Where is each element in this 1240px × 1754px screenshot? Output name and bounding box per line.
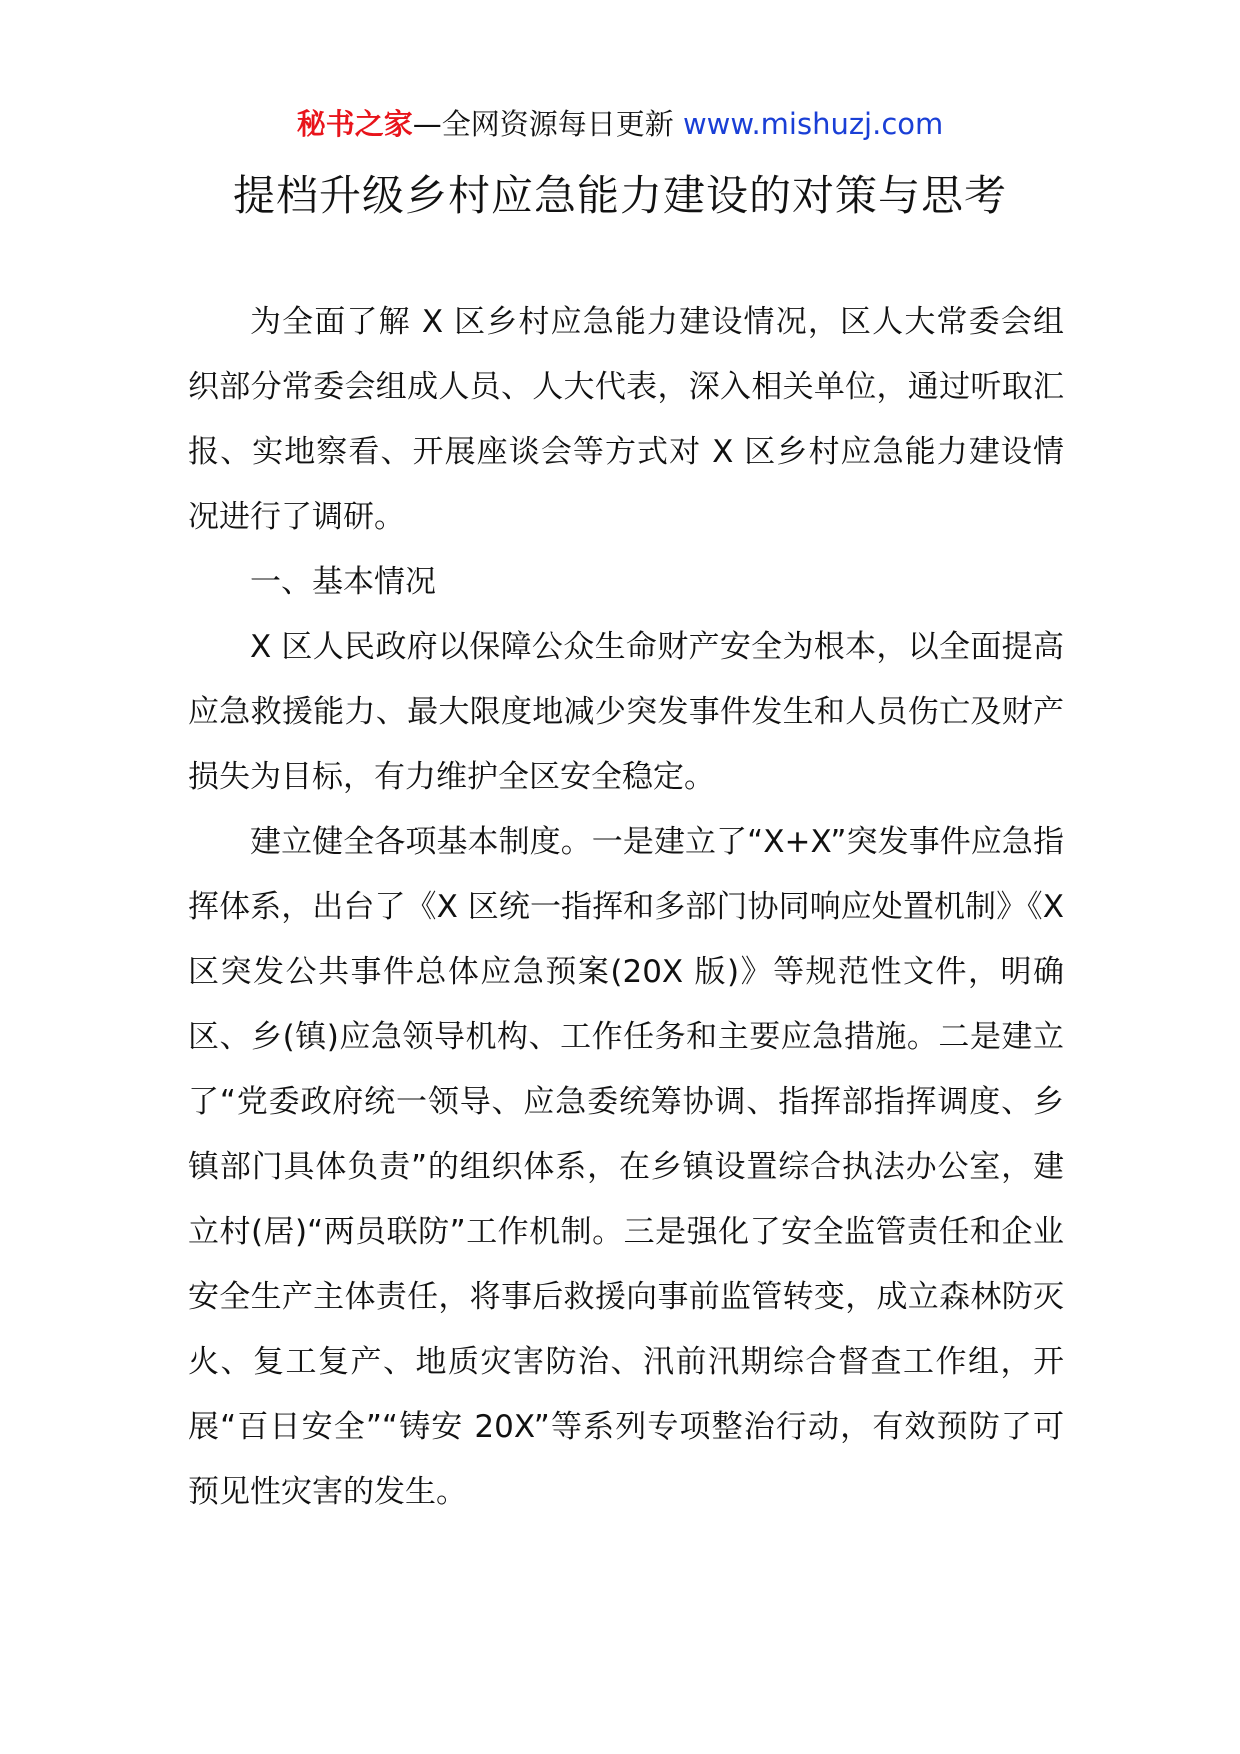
brand-name: 秘书之家: [296, 107, 413, 141]
paragraph-intro: 为全面了解 X 区乡村应急能力建设情况，区人大常委会组织部分常委会组成人员、人大代表，深入相关单位，通过听取汇报、实地察看、开展座谈会等方式对 X 区乡村应急能力建设情况进行了调研。: [188, 304, 1064, 535]
paragraph-overview: X 区人民政府以保障公众生命财产安全为根本，以全面提高应急救援能力、最大限度地减少突发事件发生和人员伤亡及财产损失为目标，有力维护全区安全稳定。: [188, 629, 1064, 795]
paragraph-systems: 建立健全各项基本制度。一是建立了“X+X”突发事件应急指挥体系，出台了《X 区统一指挥和多部门协同响应处置机制》《X 区突发公共事件总体应急预案(20X 版)》等规范性文件，明确区、乡(镇)应急领导机构、工作任务和主要应急措施。二是建立了“党委政府统一领导、应急委统筹协调、指挥部指挥调度、乡镇部门具体负责”的组织体系，在乡镇设置综合执法办公室，建立村(居)“两员联防”工作机制。三是强化了安全监管责任和企业安全生产主体责任，将事后救援向事前监管转变，成立森林防灭火、复工复产、地质灾害防治、汛前汛期综合督查工作组，开展“百日安全”“铸安 20X”等系列专项整治行动，有效预防了可预见性灾害的发生。: [188, 824, 1064, 1510]
site-url-link[interactable]: www.mishuzj.com: [682, 107, 944, 141]
document-body: [188, 290, 1064, 1525]
section-heading-basic-situation: 一、基本情况: [250, 564, 436, 600]
document-title: 提档升级乡村应急能力建设的对策与思考: [232, 171, 1007, 220]
site-header: [0, 104, 1240, 144]
site-tagline: —全网资源每日更新: [412, 107, 674, 141]
